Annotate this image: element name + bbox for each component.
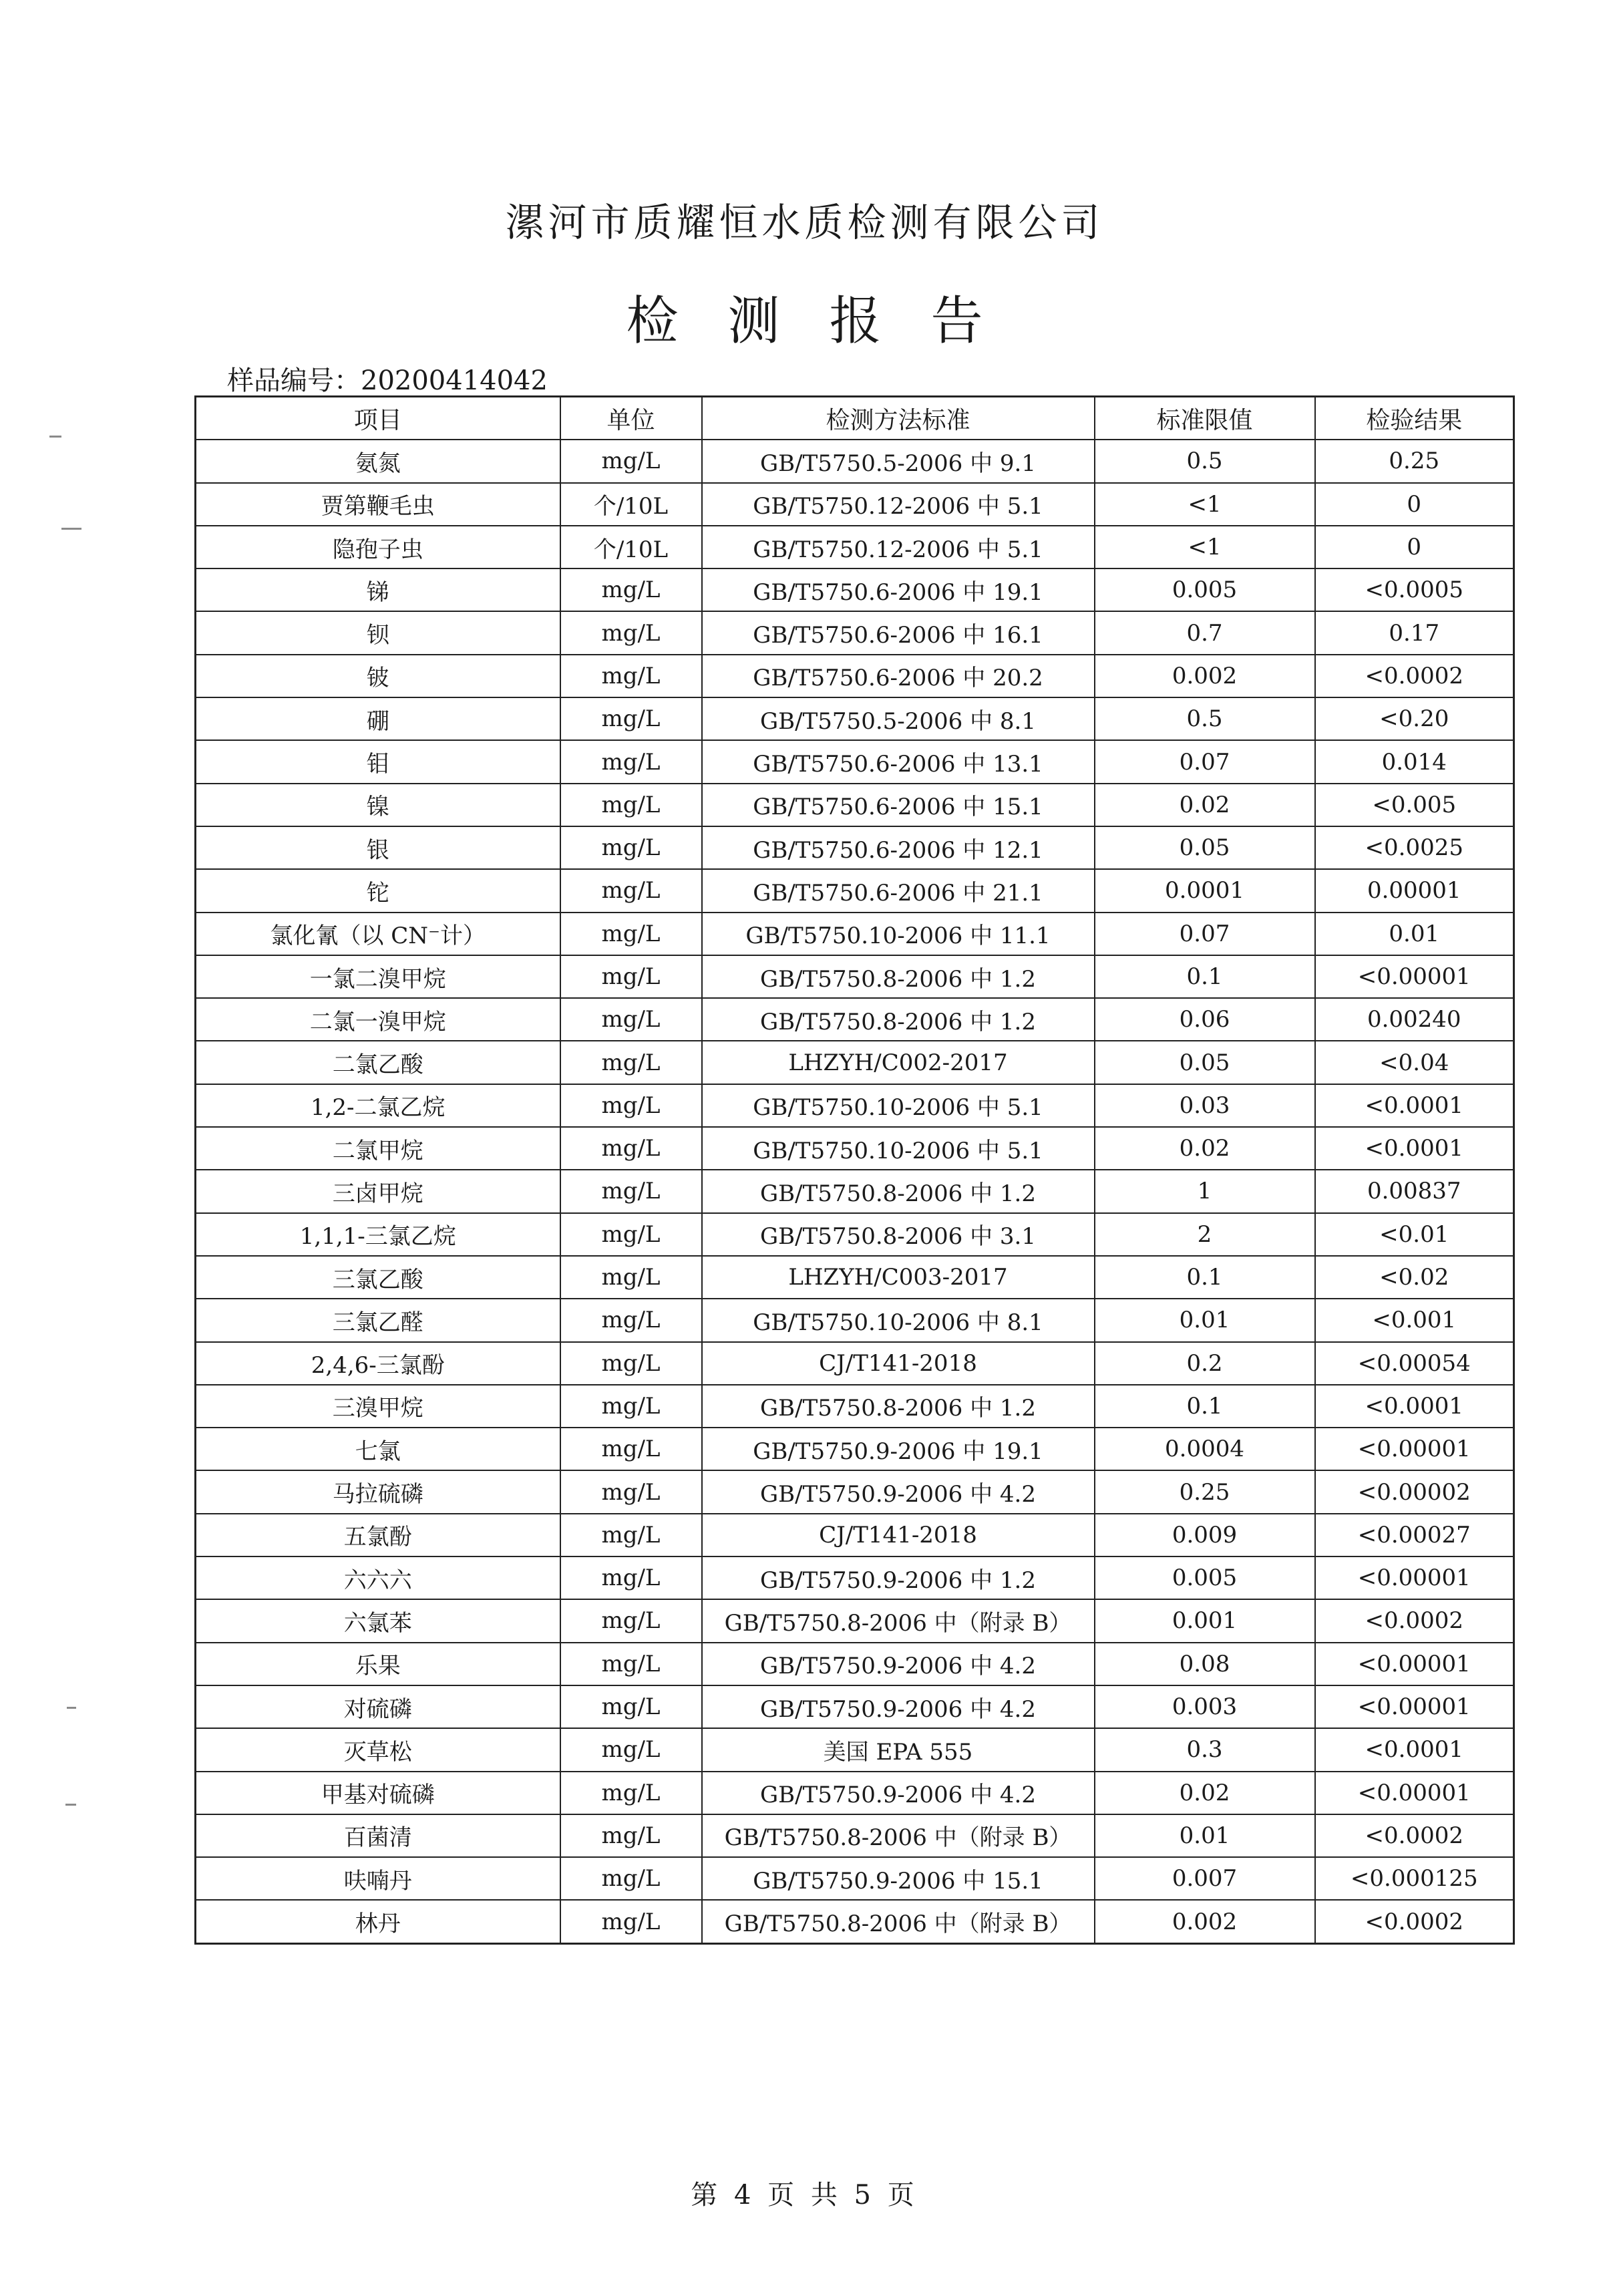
unit-cell: mg/L (560, 1772, 702, 1814)
table-row (196, 998, 1514, 1041)
limit-cell: <1 (1095, 483, 1315, 526)
limit-cell: 0.5 (1095, 697, 1315, 740)
limit-cell: 0.25 (1095, 1470, 1315, 1513)
method-cell: GB/T5750.9-2006 中 15.1 (702, 1857, 1095, 1900)
table-row (196, 1556, 1514, 1599)
result-cell: <0.0001 (1315, 1385, 1514, 1428)
scan-artifact (49, 436, 61, 438)
sample-number-label: 样品编号： (227, 365, 361, 396)
table-row (196, 440, 1514, 482)
method-cell: LHZYH/C003-2017 (702, 1256, 1095, 1299)
unit-cell: mg/L (560, 1342, 702, 1385)
method-cell: GB/T5750.12-2006 中 5.1 (702, 526, 1095, 568)
item-cell: 铊 (196, 869, 560, 912)
unit-cell: mg/L (560, 955, 702, 998)
limit-cell: 0.02 (1095, 784, 1315, 826)
result-cell: <0.00001 (1315, 1643, 1514, 1685)
unit-cell: mg/L (560, 1428, 702, 1470)
item-cell: 三氯乙醛 (196, 1299, 560, 1341)
method-cell: GB/T5750.9-2006 中 19.1 (702, 1428, 1095, 1470)
scan-artifact (67, 1707, 76, 1709)
item-cell: 钡 (196, 611, 560, 654)
result-cell: <0.00002 (1315, 1470, 1514, 1513)
item-cell: 百菌清 (196, 1814, 560, 1857)
item-cell: 二氯一溴甲烷 (196, 998, 560, 1041)
unit-cell: mg/L (560, 1728, 702, 1771)
unit-cell: mg/L (560, 784, 702, 826)
result-cell: <0.00001 (1315, 1685, 1514, 1728)
table-row (196, 655, 1514, 697)
table-row (196, 1084, 1514, 1127)
column-header: 标准限值 (1095, 397, 1315, 440)
result-cell: <0.0002 (1315, 1599, 1514, 1642)
unit-cell: mg/L (560, 1084, 702, 1127)
item-cell: 镍 (196, 784, 560, 826)
unit-cell: mg/L (560, 1900, 702, 1943)
table-row (196, 869, 1514, 912)
item-cell: 一氯二溴甲烷 (196, 955, 560, 998)
unit-cell: mg/L (560, 568, 702, 611)
table-row (196, 1170, 1514, 1212)
item-cell: 2,4,6-三氯酚 (196, 1342, 560, 1385)
column-header: 单位 (560, 397, 702, 440)
unit-cell: 个/10L (560, 526, 702, 568)
limit-cell: 0.07 (1095, 740, 1315, 783)
result-cell: <0.00001 (1315, 1556, 1514, 1599)
method-cell: GB/T5750.6-2006 中 20.2 (702, 655, 1095, 697)
item-cell: 贾第鞭毛虫 (196, 483, 560, 526)
unit-cell: 个/10L (560, 483, 702, 526)
result-cell: <0.000125 (1315, 1857, 1514, 1900)
limit-cell: 0.06 (1095, 998, 1315, 1041)
limit-cell: 0.001 (1095, 1599, 1315, 1642)
method-cell: GB/T5750.8-2006 中（附录 B） (702, 1599, 1095, 1642)
item-cell: 钼 (196, 740, 560, 783)
method-cell: GB/T5750.9-2006 中 4.2 (702, 1772, 1095, 1814)
result-cell: <0.0002 (1315, 1814, 1514, 1857)
item-cell: 1,1,1-三氯乙烷 (196, 1213, 560, 1256)
limit-cell: 0.2 (1095, 1342, 1315, 1385)
unit-cell: mg/L (560, 1170, 702, 1212)
table-row (196, 1685, 1514, 1728)
result-cell: <0.0002 (1315, 1900, 1514, 1943)
limit-cell: 0.05 (1095, 1041, 1315, 1084)
results-table-header (196, 397, 1514, 440)
table-row (196, 1470, 1514, 1513)
table-row (196, 1772, 1514, 1814)
method-cell: GB/T5750.8-2006 中（附录 B） (702, 1814, 1095, 1857)
table-row (196, 1041, 1514, 1084)
result-cell: 0.17 (1315, 611, 1514, 654)
table-row (196, 740, 1514, 783)
column-header: 项目 (196, 397, 560, 440)
method-cell: GB/T5750.8-2006 中 1.2 (702, 998, 1095, 1041)
item-cell: 马拉硫磷 (196, 1470, 560, 1513)
limit-cell: 0.7 (1095, 611, 1315, 654)
limit-cell: 1 (1095, 1170, 1315, 1212)
table-row (196, 1256, 1514, 1299)
result-cell: 0 (1315, 483, 1514, 526)
item-cell: 五氯酚 (196, 1514, 560, 1556)
report-title: 检测报告 (626, 291, 1033, 351)
table-row (196, 826, 1514, 869)
table-row (196, 1385, 1514, 1428)
limit-cell: 0.03 (1095, 1084, 1315, 1127)
column-header: 检验结果 (1315, 397, 1514, 440)
scan-artifact (65, 1804, 76, 1806)
limit-cell: 0.1 (1095, 1385, 1315, 1428)
table-row (196, 1643, 1514, 1685)
method-cell: LHZYH/C002-2017 (702, 1041, 1095, 1084)
limit-cell: 0.002 (1095, 1900, 1315, 1943)
unit-cell: mg/L (560, 611, 702, 654)
table-row (196, 1900, 1514, 1943)
result-cell: <0.20 (1315, 697, 1514, 740)
item-cell: 林丹 (196, 1900, 560, 1943)
method-cell: GB/T5750.9-2006 中 4.2 (702, 1470, 1095, 1513)
method-cell: GB/T5750.6-2006 中 16.1 (702, 611, 1095, 654)
unit-cell: mg/L (560, 697, 702, 740)
result-cell: <0.0005 (1315, 568, 1514, 611)
result-cell: <0.00054 (1315, 1342, 1514, 1385)
result-cell: 0.00837 (1315, 1170, 1514, 1212)
results-table (194, 395, 1515, 1945)
unit-cell: mg/L (560, 440, 702, 482)
limit-cell: 0.002 (1095, 655, 1315, 697)
table-row (196, 568, 1514, 611)
limit-cell: 0.05 (1095, 826, 1315, 869)
method-cell: GB/T5750.9-2006 中 4.2 (702, 1685, 1095, 1728)
limit-cell: 0.02 (1095, 1127, 1315, 1170)
unit-cell: mg/L (560, 1685, 702, 1728)
result-cell: <0.00027 (1315, 1514, 1514, 1556)
table-row (196, 784, 1514, 826)
header-row (196, 397, 1514, 440)
method-cell: GB/T5750.6-2006 中 13.1 (702, 740, 1095, 783)
limit-cell: 0.0001 (1095, 869, 1315, 912)
limit-cell: 0.005 (1095, 1556, 1315, 1599)
limit-cell: 0.003 (1095, 1685, 1315, 1728)
result-cell: 0 (1315, 526, 1514, 568)
item-cell: 铍 (196, 655, 560, 697)
item-cell: 氯化氰（以 CN⁻计） (196, 913, 560, 955)
item-cell: 七氯 (196, 1428, 560, 1470)
table-row (196, 1814, 1514, 1857)
method-cell: GB/T5750.8-2006 中 3.1 (702, 1213, 1095, 1256)
method-cell: GB/T5750.9-2006 中 1.2 (702, 1556, 1095, 1599)
page-footer: 第 4 页 共 5 页 (691, 2180, 918, 2210)
method-cell: GB/T5750.6-2006 中 15.1 (702, 784, 1095, 826)
result-cell: 0.25 (1315, 440, 1514, 482)
result-cell: <0.0001 (1315, 1127, 1514, 1170)
table-row (196, 1514, 1514, 1556)
method-cell: GB/T5750.10-2006 中 8.1 (702, 1299, 1095, 1341)
result-cell: <0.0001 (1315, 1084, 1514, 1127)
limit-cell: 0.007 (1095, 1857, 1315, 1900)
limit-cell: 0.1 (1095, 1256, 1315, 1299)
table-row (196, 483, 1514, 526)
limit-cell: 2 (1095, 1213, 1315, 1256)
table-row (196, 1342, 1514, 1385)
unit-cell: mg/L (560, 1470, 702, 1513)
company-name: 漯河市质耀恒水质检测有限公司 (505, 200, 1104, 245)
method-cell: GB/T5750.5-2006 中 8.1 (702, 697, 1095, 740)
method-cell: GB/T5750.10-2006 中 11.1 (702, 913, 1095, 955)
limit-cell: 0.02 (1095, 1772, 1315, 1814)
item-cell: 呋喃丹 (196, 1857, 560, 1900)
result-cell: 0.01 (1315, 913, 1514, 955)
item-cell: 三溴甲烷 (196, 1385, 560, 1428)
item-cell: 三氯乙酸 (196, 1256, 560, 1299)
method-cell: GB/T5750.6-2006 中 21.1 (702, 869, 1095, 912)
method-cell: 美国 EPA 555 (702, 1728, 1095, 1771)
result-cell: <0.0001 (1315, 1728, 1514, 1771)
method-cell: GB/T5750.8-2006 中 1.2 (702, 1385, 1095, 1428)
unit-cell: mg/L (560, 1385, 702, 1428)
item-cell: 六氯苯 (196, 1599, 560, 1642)
item-cell: 灭草松 (196, 1728, 560, 1771)
result-cell: 0.014 (1315, 740, 1514, 783)
item-cell: 甲基对硫磷 (196, 1772, 560, 1814)
unit-cell: mg/L (560, 826, 702, 869)
results-table-body (196, 440, 1514, 1943)
result-cell: 0.00001 (1315, 869, 1514, 912)
table-row (196, 1728, 1514, 1771)
table-row (196, 526, 1514, 568)
table-row (196, 1299, 1514, 1341)
unit-cell: mg/L (560, 913, 702, 955)
limit-cell: 0.01 (1095, 1299, 1315, 1341)
item-cell: 硼 (196, 697, 560, 740)
item-cell: 六六六 (196, 1556, 560, 1599)
unit-cell: mg/L (560, 1041, 702, 1084)
sample-number-value: 20200414042 (361, 365, 548, 396)
unit-cell: mg/L (560, 869, 702, 912)
result-cell: <0.01 (1315, 1213, 1514, 1256)
unit-cell: mg/L (560, 655, 702, 697)
table-row (196, 1428, 1514, 1470)
table-row (196, 1127, 1514, 1170)
result-cell: <0.0002 (1315, 655, 1514, 697)
unit-cell: mg/L (560, 1256, 702, 1299)
result-cell: <0.02 (1315, 1256, 1514, 1299)
result-cell: <0.00001 (1315, 1772, 1514, 1814)
item-cell: 对硫磷 (196, 1685, 560, 1728)
table-row (196, 1599, 1514, 1642)
item-cell: 1,2-二氯乙烷 (196, 1084, 560, 1127)
item-cell: 二氯乙酸 (196, 1041, 560, 1084)
item-cell: 银 (196, 826, 560, 869)
sample-number-line (227, 359, 548, 397)
unit-cell: mg/L (560, 1556, 702, 1599)
limit-cell: 0.009 (1095, 1514, 1315, 1556)
limit-cell: <1 (1095, 526, 1315, 568)
item-cell: 三卤甲烷 (196, 1170, 560, 1212)
limit-cell: 0.5 (1095, 440, 1315, 482)
method-cell: GB/T5750.12-2006 中 5.1 (702, 483, 1095, 526)
limit-cell: 0.07 (1095, 913, 1315, 955)
scan-artifact (61, 528, 81, 530)
unit-cell: mg/L (560, 1127, 702, 1170)
unit-cell: mg/L (560, 1857, 702, 1900)
unit-cell: mg/L (560, 1514, 702, 1556)
limit-cell: 0.01 (1095, 1814, 1315, 1857)
item-cell: 乐果 (196, 1643, 560, 1685)
method-cell: GB/T5750.6-2006 中 12.1 (702, 826, 1095, 869)
item-cell: 隐孢子虫 (196, 526, 560, 568)
unit-cell: mg/L (560, 1599, 702, 1642)
item-cell: 二氯甲烷 (196, 1127, 560, 1170)
method-cell: CJ/T141-2018 (702, 1342, 1095, 1385)
method-cell: GB/T5750.10-2006 中 5.1 (702, 1127, 1095, 1170)
table-row (196, 611, 1514, 654)
unit-cell: mg/L (560, 1643, 702, 1685)
method-cell: GB/T5750.10-2006 中 5.1 (702, 1084, 1095, 1127)
column-header: 检测方法标准 (702, 397, 1095, 440)
result-cell: <0.00001 (1315, 1428, 1514, 1470)
result-cell: 0.00240 (1315, 998, 1514, 1041)
method-cell: GB/T5750.9-2006 中 4.2 (702, 1643, 1095, 1685)
method-cell: GB/T5750.8-2006 中 1.2 (702, 955, 1095, 998)
method-cell: GB/T5750.5-2006 中 9.1 (702, 440, 1095, 482)
table-row (196, 697, 1514, 740)
unit-cell: mg/L (560, 1299, 702, 1341)
limit-cell: 0.0004 (1095, 1428, 1315, 1470)
method-cell: GB/T5750.8-2006 中 1.2 (702, 1170, 1095, 1212)
item-cell: 锑 (196, 568, 560, 611)
table-row (196, 1213, 1514, 1256)
unit-cell: mg/L (560, 1814, 702, 1857)
method-cell: GB/T5750.6-2006 中 19.1 (702, 568, 1095, 611)
method-cell: GB/T5750.8-2006 中（附录 B） (702, 1900, 1095, 1943)
limit-cell: 0.08 (1095, 1643, 1315, 1685)
method-cell: CJ/T141-2018 (702, 1514, 1095, 1556)
result-cell: <0.005 (1315, 784, 1514, 826)
item-cell: 氨氮 (196, 440, 560, 482)
unit-cell: mg/L (560, 998, 702, 1041)
unit-cell: mg/L (560, 740, 702, 783)
result-cell: <0.001 (1315, 1299, 1514, 1341)
table-row (196, 1857, 1514, 1900)
result-cell: <0.04 (1315, 1041, 1514, 1084)
result-cell: <0.00001 (1315, 955, 1514, 998)
result-cell: <0.0025 (1315, 826, 1514, 869)
table-row (196, 913, 1514, 955)
table-row (196, 955, 1514, 998)
limit-cell: 0.1 (1095, 955, 1315, 998)
limit-cell: 0.3 (1095, 1728, 1315, 1771)
limit-cell: 0.005 (1095, 568, 1315, 611)
unit-cell: mg/L (560, 1213, 702, 1256)
